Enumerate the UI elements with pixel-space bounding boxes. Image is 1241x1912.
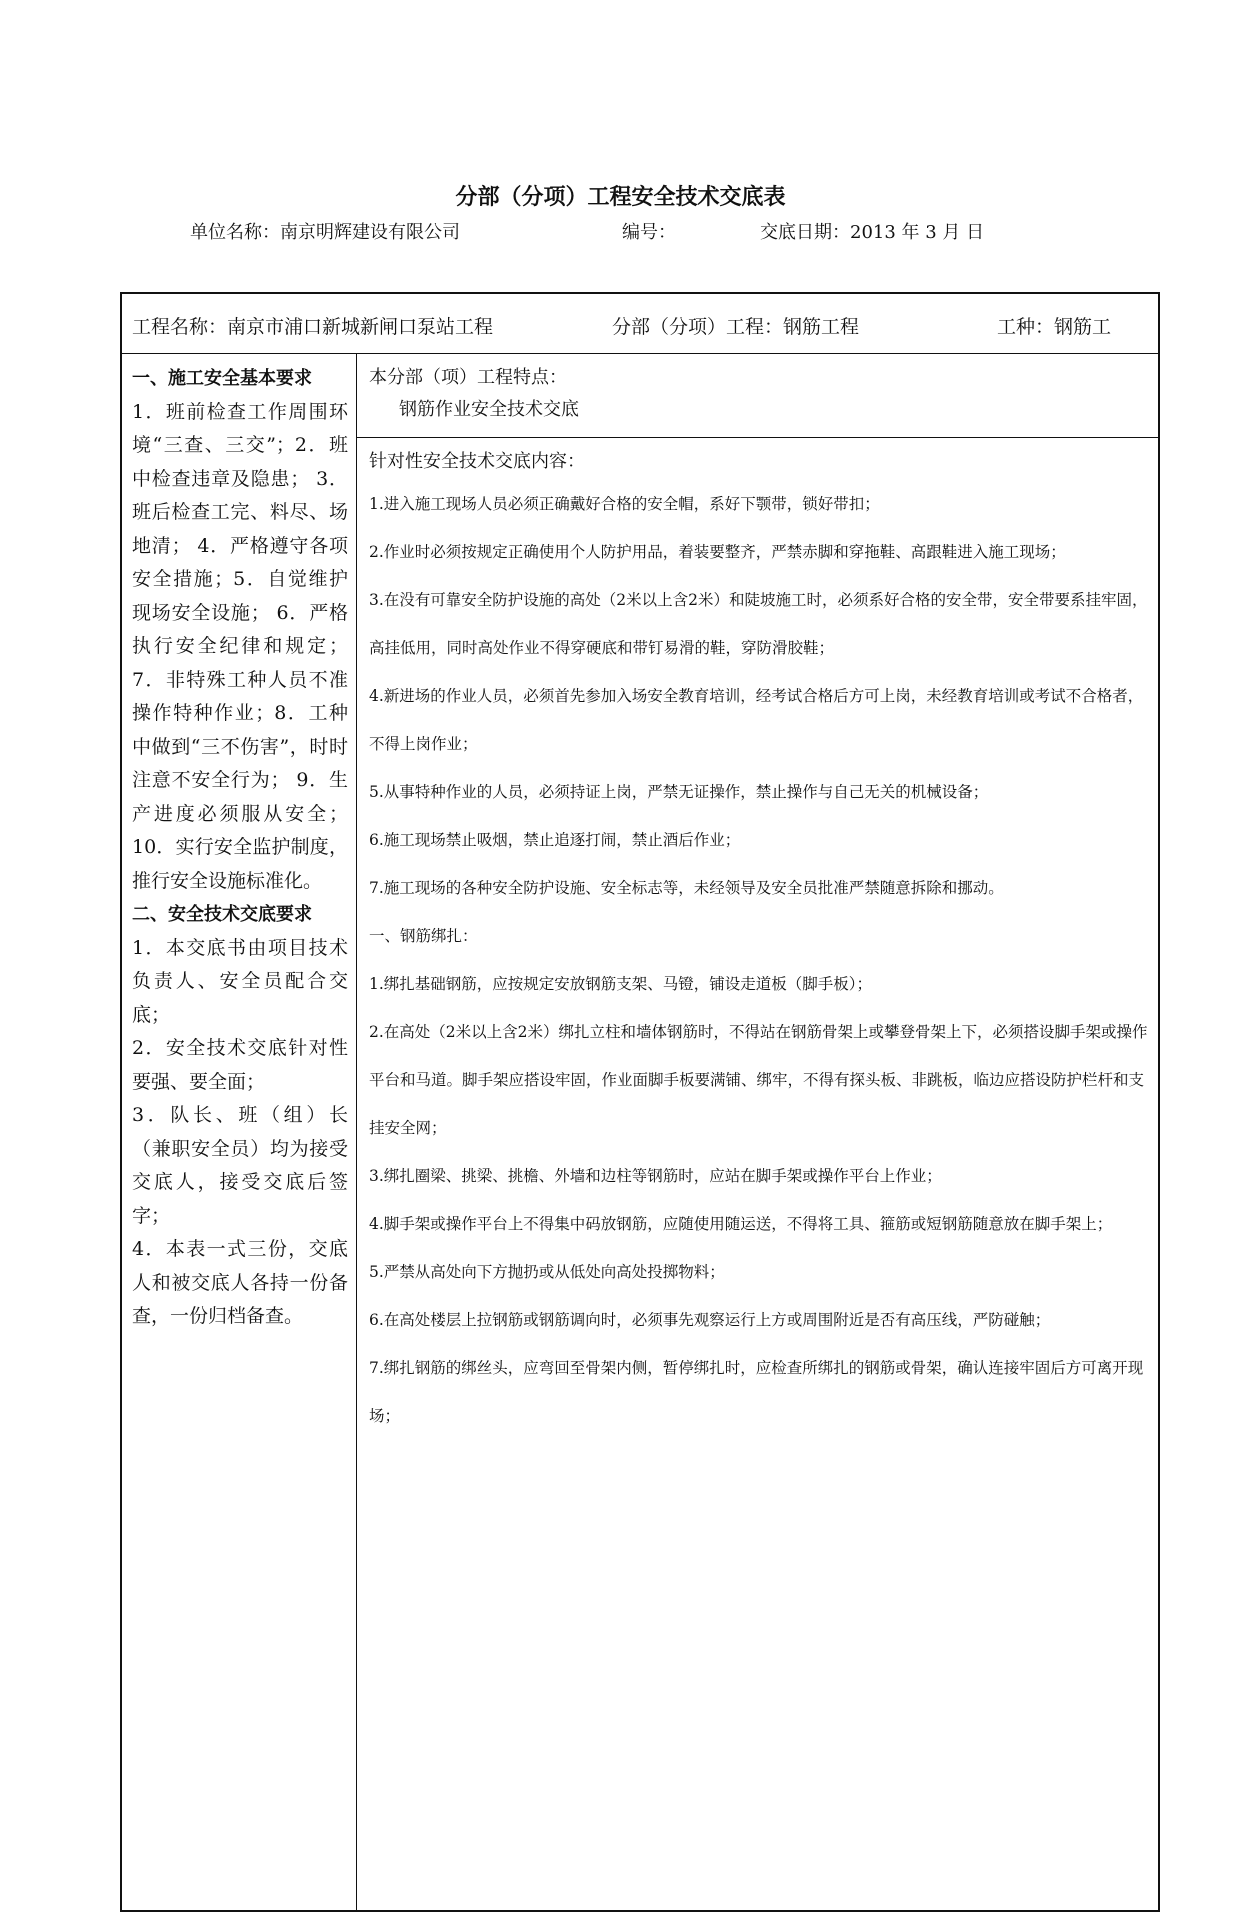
content-item: 5.从事特种作业的人员，必须持证上岗，严禁无证操作，禁止操作与自己无关的机械设备； bbox=[369, 783, 989, 801]
requirements-item: 1．班前检查工作周围环境“三查、三交”；2．班中检查违章及隐患； 3．班后检查工完、料尽、场地清； 4．严格遵守各项安全措施；5．自觉维护现场安全设施； 6．严格执行安全纪律和规定； 7．非特殊工种人员不准操作特种作业；8．工种中做到“三不伤害”，时时注意不安全行为； 9．生产进度必须服从安全； 10．实行安全监护制度，推行安全设施标准化。 bbox=[132, 400, 348, 892]
basic-requirements-column bbox=[122, 354, 357, 1910]
safety-content-cell bbox=[357, 438, 1158, 1910]
project-name: 工程名称：南京市浦口新城新闸口泵站工程 bbox=[132, 316, 494, 338]
document-title: 分部（分项）工程安全技术交底表 bbox=[455, 185, 786, 210]
content-item: 6.施工现场禁止吸烟，禁止追逐打闹，禁止酒后作业； bbox=[369, 831, 741, 849]
features-text: 钢筋作业安全技术交底 bbox=[399, 399, 579, 420]
safety-table bbox=[120, 292, 1160, 1912]
unit-name: 单位名称：南京明辉建设有限公司 bbox=[190, 222, 460, 243]
requirements-heading: 二、安全技术交底要求 bbox=[132, 904, 312, 925]
content-item: 2.作业时必须按规定正确使用个人防护用品，着装要整齐，严禁赤脚和穿拖鞋、高跟鞋进入施工现场； bbox=[369, 543, 1066, 561]
content-item: 5.严禁从高处向下方抛扔或从低处向高处投掷物料； bbox=[369, 1263, 725, 1281]
handover-date: 交底日期：2013 年 3 月 日 bbox=[760, 222, 985, 243]
requirements-item: 3．队长、班（组）长（兼职安全员）均为接受交底人，接受交底后签字； bbox=[132, 1104, 348, 1227]
document-number: 编号： bbox=[622, 222, 676, 243]
project-features-cell bbox=[357, 354, 1158, 438]
content-item: 1.绑扎基础钢筋，应按规定安放钢筋支架、马镫，铺设走道板（脚手板）； bbox=[369, 975, 873, 993]
requirements-heading: 一、施工安全基本要求 bbox=[132, 368, 312, 389]
content-item: 1.进入施工现场人员必须正确戴好合格的安全帽，系好下颚带，锁好带扣； bbox=[369, 495, 880, 513]
project-row bbox=[122, 294, 1158, 354]
content-item: 3.在没有可靠安全防护设施的高处（2米以上含2米）和陡坡施工时，必须系好合格的安全带，安全带要系挂牢固，高挂低用，同时高处作业不得穿硬底和带钉易滑的鞋，穿防滑胶鞋； bbox=[369, 591, 1148, 657]
content-item: 6.在高处楼层上拉钢筋或钢筋调向时，必须事先观察运行上方或周围附近是否有高压线，严防碰触； bbox=[369, 1311, 1051, 1329]
content-item: 一、钢筋绑扎： bbox=[369, 927, 478, 945]
content-item: 4.新进场的作业人员，必须首先参加入场安全教育培训，经考试合格后方可上岗，未经教育培训或考试不合格者，不得上岗作业； bbox=[369, 687, 1144, 753]
content-item: 2.在高处（2米以上含2米）绑扎立柱和墙体钢筋时，不得站在钢筋骨架上或攀登骨架上下，必须搭设脚手架或操作平台和马道。脚手架应搭设牢固，作业面脚手板要满铺、绑牢，不得有探头板、非跳板，临边应搭设防护栏杆和支挂安全网； bbox=[369, 1023, 1148, 1137]
content-item: 7.施工现场的各种安全防护设施、安全标志等，未经领导及安全员批准严禁随意拆除和挪动。 bbox=[369, 879, 1004, 897]
content-item: 3.绑扎圈梁、挑梁、挑檐、外墙和边柱等钢筋时，应站在脚手架或操作平台上作业； bbox=[369, 1167, 942, 1185]
section-name: 分部（分项）工程：钢筋工程 bbox=[612, 316, 860, 338]
content-label: 针对性安全技术交底内容： bbox=[369, 451, 585, 472]
requirements-item: 4．本表一式三份，交底人和被交底人各持一份备查，一份归档备查。 bbox=[132, 1238, 348, 1327]
requirements-item: 1．本交底书由项目技术负责人、安全员配合交底； bbox=[132, 936, 348, 1026]
content-item: 4.脚手架或操作平台上不得集中码放钢筋，应随使用随运送，不得将工具、箍筋或短钢筋随意放在脚手架上； bbox=[369, 1215, 1113, 1233]
trade-name: 工种：钢筋工 bbox=[997, 316, 1112, 338]
requirements-item: 2．安全技术交底针对性要强、要全面； bbox=[132, 1037, 348, 1093]
content-list bbox=[369, 480, 1148, 1440]
features-label: 本分部（项）工程特点： bbox=[369, 367, 567, 388]
content-item: 7.绑扎钢筋的绑丝头，应弯回至骨架内侧，暂停绑扎时，应检查所绑扎的钢筋或骨架，确认连接牢固后方可离开现场； bbox=[369, 1359, 1144, 1425]
